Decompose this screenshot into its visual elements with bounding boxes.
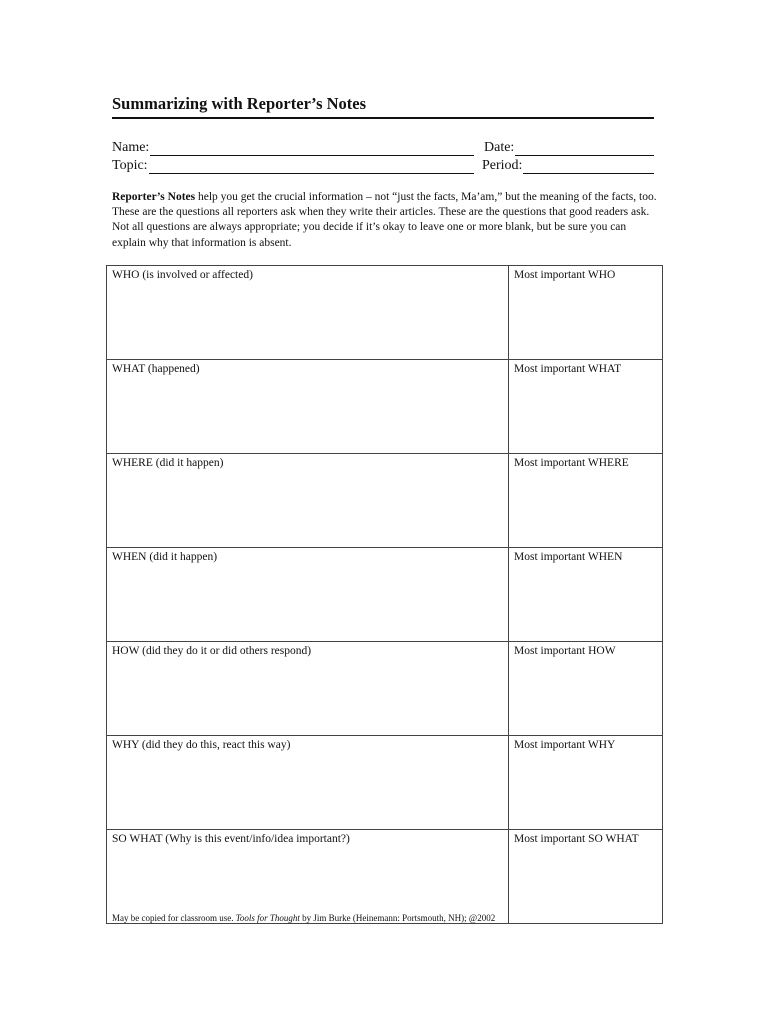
what-cell[interactable]: WHAT (happened)	[107, 360, 509, 454]
period-line[interactable]	[523, 159, 654, 174]
period-field[interactable]	[482, 156, 654, 174]
most-important-why-cell[interactable]: Most important WHY	[509, 736, 663, 830]
footer-post: by Jim Burke (Heinemann: Portsmouth, NH); @2002	[299, 913, 496, 923]
table-row	[107, 548, 663, 642]
table-row	[107, 830, 663, 924]
name-line[interactable]	[150, 141, 474, 156]
date-line[interactable]	[515, 141, 654, 156]
how-cell[interactable]: HOW (did they do it or did others respond)	[107, 642, 509, 736]
topic-field[interactable]	[112, 156, 474, 174]
date-field[interactable]	[484, 138, 654, 156]
copyright-footer	[112, 913, 495, 923]
topic-line[interactable]	[149, 159, 474, 174]
table-row	[107, 360, 663, 454]
footer-book-title: Tools for Thought	[235, 913, 300, 923]
table-row	[107, 266, 663, 360]
most-important-when-cell[interactable]: Most important WHEN	[509, 548, 663, 642]
name-label: Name:	[112, 140, 150, 155]
most-important-how-cell[interactable]: Most important HOW	[509, 642, 663, 736]
footer-pre: May be copied for classroom use.	[112, 913, 236, 923]
table-row	[107, 454, 663, 548]
so-what-cell[interactable]: SO WHAT (Why is this event/info/idea important?)	[107, 830, 509, 924]
most-important-who-cell[interactable]: Most important WHO	[509, 266, 663, 360]
intro-text: help you get the crucial information – not “just the facts, Ma’am,” but the meaning of the facts, too. These are the questions all reporters ask when they write their articles. These are the questions that good readers ask. Not all questions are always appropriate; you decide if it’s okay to leave one or more blank, but be sure you can explain why that information is absent.	[112, 191, 657, 249]
page-title: Summarizing with Reporter’s Notes	[112, 94, 654, 119]
most-important-where-cell[interactable]: Most important WHERE	[509, 454, 663, 548]
topic-label: Topic:	[112, 158, 148, 173]
intro-bold-term: Reporter’s Notes	[112, 191, 196, 203]
most-important-so-what-cell[interactable]: Most important SO WHAT	[509, 830, 663, 924]
period-label: Period:	[482, 158, 523, 173]
reporter-notes-table	[106, 265, 663, 924]
table-row	[107, 642, 663, 736]
intro-paragraph	[112, 190, 658, 251]
where-cell[interactable]: WHERE (did it happen)	[107, 454, 509, 548]
most-important-what-cell[interactable]: Most important WHAT	[509, 360, 663, 454]
why-cell[interactable]: WHY (did they do this, react this way)	[107, 736, 509, 830]
who-cell[interactable]: WHO (is involved or affected)	[107, 266, 509, 360]
date-label: Date:	[484, 140, 515, 155]
table-row	[107, 736, 663, 830]
name-field[interactable]	[112, 138, 474, 156]
when-cell[interactable]: WHEN (did it happen)	[107, 548, 509, 642]
